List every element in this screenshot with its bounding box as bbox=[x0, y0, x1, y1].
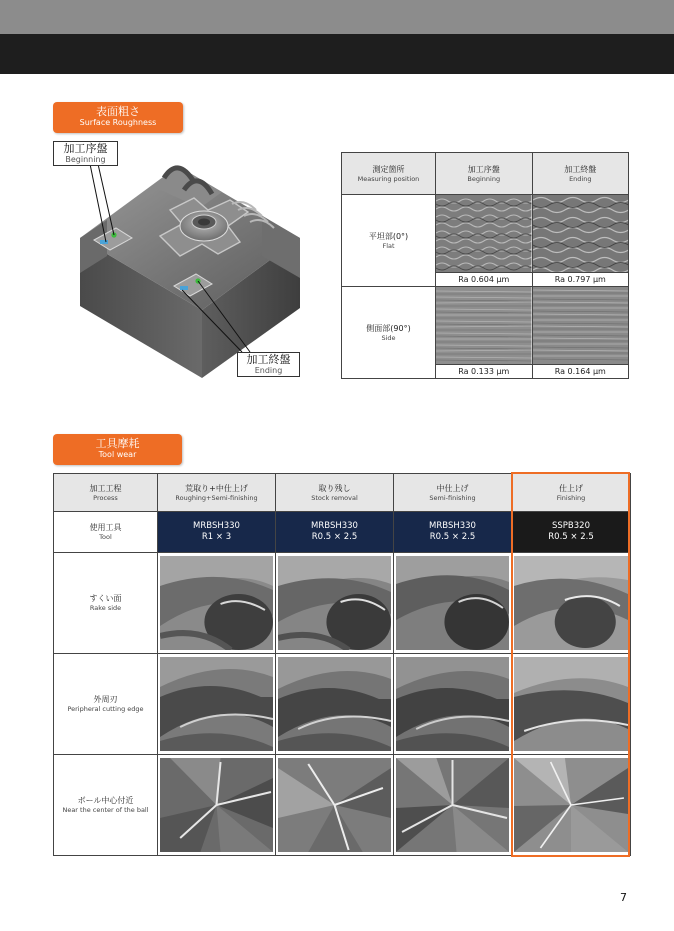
header-process-en: Process bbox=[93, 493, 118, 502]
row-label-tool bbox=[54, 512, 158, 553]
callout-ending bbox=[237, 352, 300, 377]
tool-photo-image bbox=[514, 758, 628, 852]
peripheral-photo-2 bbox=[276, 654, 394, 755]
callout-ending-jp: 加工終盤 bbox=[246, 353, 291, 366]
section-title-jp: 工具摩耗 bbox=[95, 437, 140, 450]
col-1-jp: 荒取り+中仕上げ bbox=[185, 483, 248, 493]
surface-table-header-row bbox=[342, 153, 629, 195]
flat-beginning-image bbox=[436, 195, 533, 273]
col-4-en: Finishing bbox=[556, 493, 586, 502]
tool-name: MRBSH330 bbox=[311, 521, 358, 531]
flat-texture-image bbox=[533, 195, 628, 272]
tool-label-jp: 使用工具 bbox=[89, 523, 122, 532]
row-label-ball-center bbox=[54, 755, 158, 856]
rake-photo-1 bbox=[158, 553, 276, 654]
section-title-en: Surface Roughness bbox=[79, 118, 157, 127]
tool-size: R0.5 × 2.5 bbox=[311, 532, 358, 542]
peripheral-edge-jp: 外周刃 bbox=[93, 695, 118, 704]
row-label-side bbox=[342, 287, 436, 379]
ra-side-beginning: Ra 0.133 μm bbox=[436, 365, 533, 379]
tool-name: MRBSH330 bbox=[193, 521, 240, 531]
header-ending-en: Ending bbox=[569, 174, 592, 183]
tool-photo-image bbox=[514, 657, 628, 751]
header-beginning-jp: 加工序盤 bbox=[467, 164, 500, 174]
tool-photo-image bbox=[160, 758, 273, 852]
ball-photo-3 bbox=[394, 755, 512, 856]
header-position-jp: 測定箇所 bbox=[372, 164, 405, 174]
callout-beginning-jp: 加工序盤 bbox=[63, 142, 108, 155]
col-4-jp: 仕上げ bbox=[559, 483, 583, 493]
header-ending-jp: 加工終盤 bbox=[564, 164, 597, 174]
row-flat-en: Flat bbox=[382, 241, 395, 250]
row-side-jp: 側面部(90°) bbox=[366, 323, 411, 333]
tool-name: MRBSH330 bbox=[429, 521, 476, 531]
tool-name: SSPB320 bbox=[552, 521, 590, 531]
rake-side-jp: すくい面 bbox=[89, 594, 122, 603]
col-3-en: Semi-finishing bbox=[429, 493, 476, 502]
side-ending-image bbox=[532, 287, 628, 365]
tool-wear-table bbox=[53, 473, 631, 856]
section-title-jp: 表面粗さ bbox=[96, 105, 140, 118]
flat-texture-image bbox=[436, 195, 532, 272]
tool-label-en: Tool bbox=[99, 533, 112, 541]
tool-size: R1 × 3 bbox=[201, 532, 232, 542]
workpiece-illustration bbox=[52, 138, 342, 378]
col-2-jp: 取り残し bbox=[318, 483, 351, 493]
ball-center-jp: ボール中心付近 bbox=[77, 796, 134, 805]
peripheral-photo-4 bbox=[512, 654, 631, 755]
tool-photo-image bbox=[278, 556, 391, 650]
tool-photo-image bbox=[160, 657, 273, 751]
ra-side-ending: Ra 0.164 μm bbox=[532, 365, 628, 379]
ball-center-en: Near the center of the ball bbox=[62, 806, 149, 814]
tool-row bbox=[54, 512, 631, 553]
surface-row-flat bbox=[342, 195, 629, 273]
tool-photo-image bbox=[278, 758, 391, 852]
tool-photo-image bbox=[396, 758, 509, 852]
page-number: 7 bbox=[620, 891, 627, 904]
rake-photo-2 bbox=[276, 553, 394, 654]
ball-photo-1 bbox=[158, 755, 276, 856]
tool-photo-image bbox=[396, 556, 509, 650]
tool-photo-image bbox=[160, 556, 273, 650]
section-tag-tool-wear bbox=[53, 434, 182, 465]
ra-flat-ending: Ra 0.797 μm bbox=[532, 273, 628, 287]
wear-row-ball-center bbox=[54, 755, 631, 856]
header-beginning-en: Beginning bbox=[467, 174, 501, 183]
tool-cell-3 bbox=[394, 512, 512, 553]
section-title-en: Tool wear bbox=[98, 450, 137, 459]
col-3-jp: 中仕上げ bbox=[436, 483, 469, 493]
header-position-en: Measuring position bbox=[357, 174, 420, 183]
header-beginning bbox=[436, 153, 533, 195]
rake-side-en: Rake side bbox=[89, 604, 122, 612]
header-black-band bbox=[0, 34, 674, 74]
flat-ending-image bbox=[532, 195, 628, 273]
header-measuring-position bbox=[342, 153, 436, 195]
row-label-rake-side bbox=[54, 553, 158, 654]
wear-row-rake-side bbox=[54, 553, 631, 654]
tool-size: R0.5 × 2.5 bbox=[548, 532, 594, 542]
header-gray-band bbox=[0, 0, 674, 34]
header-col-2 bbox=[276, 474, 394, 512]
rake-photo-4 bbox=[512, 553, 631, 654]
callout-beginning bbox=[53, 141, 118, 166]
header-process-jp: 加工工程 bbox=[89, 483, 122, 493]
tool-photo-image bbox=[514, 556, 628, 650]
ra-flat-beginning: Ra 0.604 μm bbox=[436, 273, 533, 287]
ball-photo-4 bbox=[512, 755, 631, 856]
tool-cell-4 bbox=[512, 512, 631, 553]
side-beginning-image bbox=[436, 287, 533, 365]
tool-photo-image bbox=[278, 657, 391, 751]
tool-wear-header-row bbox=[54, 474, 631, 512]
rake-photo-3 bbox=[394, 553, 512, 654]
surface-roughness-table bbox=[341, 152, 629, 379]
tool-photo-image bbox=[396, 657, 509, 751]
section-tag-surface-roughness bbox=[53, 102, 183, 133]
header-ending bbox=[532, 153, 628, 195]
tool-cell-2 bbox=[276, 512, 394, 553]
ball-photo-2 bbox=[276, 755, 394, 856]
header-col-4 bbox=[512, 474, 631, 512]
col-2-en: Stock removal bbox=[311, 493, 358, 502]
surface-row-side bbox=[342, 287, 629, 365]
row-side-en: Side bbox=[381, 333, 396, 342]
row-label-flat bbox=[342, 195, 436, 287]
side-texture-image bbox=[533, 287, 628, 364]
header-col-3 bbox=[394, 474, 512, 512]
callout-beginning-en: Beginning bbox=[65, 155, 106, 164]
peripheral-edge-en: Peripheral cutting edge bbox=[67, 705, 144, 713]
side-texture-image bbox=[436, 287, 532, 364]
tool-cell-1 bbox=[158, 512, 276, 553]
callout-ending-en: Ending bbox=[254, 366, 283, 375]
row-label-peripheral-edge bbox=[54, 654, 158, 755]
wear-row-peripheral-edge bbox=[54, 654, 631, 755]
header-col-1 bbox=[158, 474, 276, 512]
col-1-en: Roughing+Semi-finishing bbox=[175, 493, 258, 502]
header-process bbox=[54, 474, 158, 512]
tool-size: R0.5 × 2.5 bbox=[429, 532, 476, 542]
peripheral-photo-1 bbox=[158, 654, 276, 755]
row-flat-jp: 平坦部(0°) bbox=[368, 231, 409, 241]
peripheral-photo-3 bbox=[394, 654, 512, 755]
